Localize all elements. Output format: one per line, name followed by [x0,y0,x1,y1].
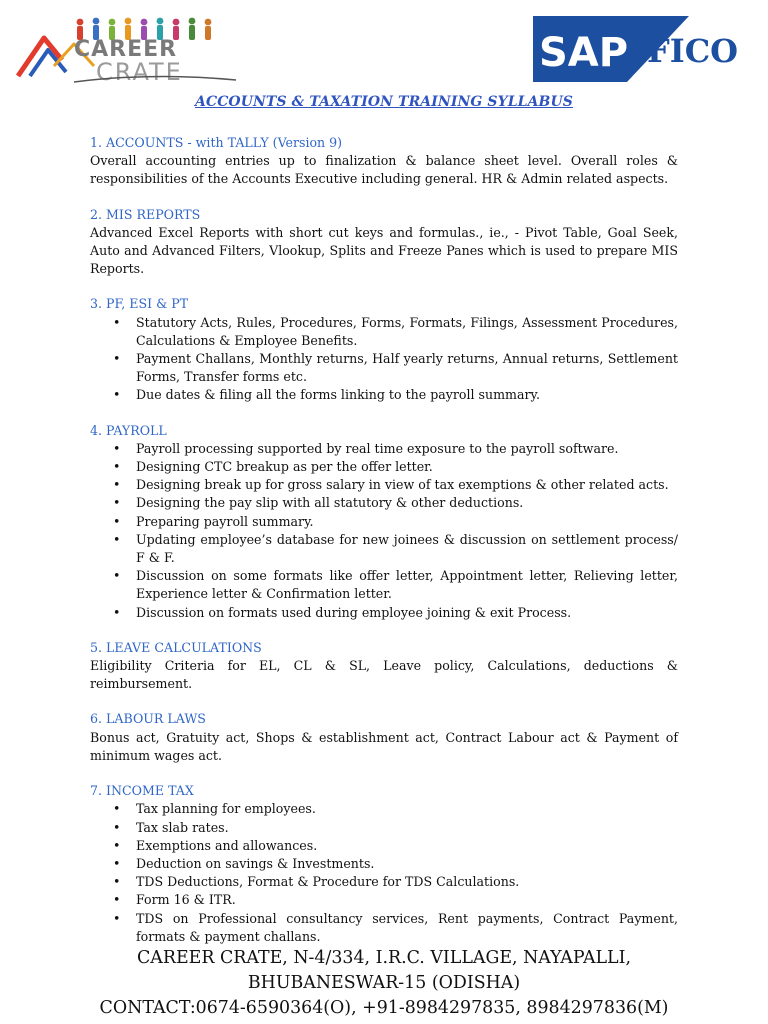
footer-address-line: CAREER CRATE, N-4/334, I.R.C. VILLAGE, NAYAPALLI, [137,948,631,968]
section-heading: 1. ACCOUNTS - with TALLY (Version 9) [90,135,343,150]
section-heading: 7. INCOME TAX [90,783,194,799]
section-paragraph: Overall accounting entries up to finalization & balance sheet level. Overall roles & responsibilities of the Accounts Executive including general. HR & Admin related aspects. [90,153,678,187]
list-item: • Updating employee’s database for new joinees & discussion on settlement process/ F & F. [136,531,678,567]
list-item: • Deduction on savings & Investments. [136,855,678,873]
list-item: • Preparing payroll summary. [136,513,678,531]
list-item: • Form 16 & ITR. [136,891,678,909]
contact-footer [0,946,768,1021]
section-paragraph: Advanced Excel Reports with short cut keys and formulas., ie., - Pivot Table, Goal Seek, Auto and Advanced Filters, Vlookup, Splits and Freeze Panes which is used to prepare MIS Reports. [90,224,678,277]
syllabus-content [90,134,678,963]
list-item: • Designing the pay slip with all statutory & other deductions. [136,494,678,512]
list-item: • Designing CTC breakup as per the offer letter. [136,458,678,476]
logo-career-text: CAREER [74,37,178,62]
bullet-list [90,440,678,622]
syllabus-section [90,710,678,765]
syllabus-section [90,782,678,946]
bullet-list [90,314,678,405]
section-paragraph: Bonus act, Gratuity act, Shops & establishment act, Contract Labour act & Payment of minimum wages act. [90,729,678,763]
list-item: • TDS on Professional consultancy services, Rent payments, Contract Payment, formats & payment challans. [136,910,678,946]
footer-city-line: BHUBANESWAR-15 (ODISHA) [247,973,521,993]
section-heading: 6. LABOUR LAWS [90,711,206,727]
list-item: • TDS Deductions, Format & Procedure for TDS Calculations. [136,873,678,891]
syllabus-section [90,422,678,622]
list-item: • Tax planning for employees. [136,800,678,818]
list-item: • Tax slab rates. [136,819,678,837]
logo-fico-text: FICO [647,32,739,70]
list-item: • Due dates & filing all the forms linking to the payroll summary. [136,386,678,404]
section-heading: 2. MIS REPORTS [90,206,201,222]
sap-fico-logo [533,16,745,82]
section-paragraph: Eligibility Criteria for EL, CL & SL, Leave policy, Calculations, deductions & reimbursement. [90,658,678,692]
career-crate-logo [14,14,242,86]
list-item: • Discussion on formats used during employee joining & exit Process. [136,604,678,622]
syllabus-section [90,134,678,189]
footer-contact-line: CONTACT:0674-6590364(O), +91-8984297835, 8984297836(M) [99,998,669,1018]
syllabus-section [90,206,678,279]
list-item: • Statutory Acts, Rules, Procedures, Forms, Formats, Filings, Assessment Procedures, Calculations & Employee Benefits. [136,314,678,350]
syllabus-section [90,295,678,404]
list-item: • Discussion on some formats like offer letter, Appointment letter, Relieving letter, Experience letter & Confirmation letter. [136,567,678,603]
section-heading: 3. PF, ESI & PT [90,296,189,312]
bullet-list [90,800,678,946]
logo-sap-text: SAP [539,30,629,76]
list-item: • Payroll processing supported by real time exposure to the payroll software. [136,440,678,458]
document-title: ACCOUNTS & TAXATION TRAINING SYLLABUS [194,94,573,110]
section-heading: 5. LEAVE CALCULATIONS [90,639,262,655]
logo-crate-text: CRATE [96,58,183,86]
section-heading: 4. PAYROLL [90,422,167,438]
syllabus-section [90,639,678,694]
list-item: • Payment Challans, Monthly returns, Half yearly returns, Annual returns, Settlement Forms, Transfer forms etc. [136,350,678,386]
list-item: • Exemptions and allowances. [136,837,678,855]
list-item: • Designing break up for gross salary in view of tax exemptions & other related acts. [136,476,678,494]
